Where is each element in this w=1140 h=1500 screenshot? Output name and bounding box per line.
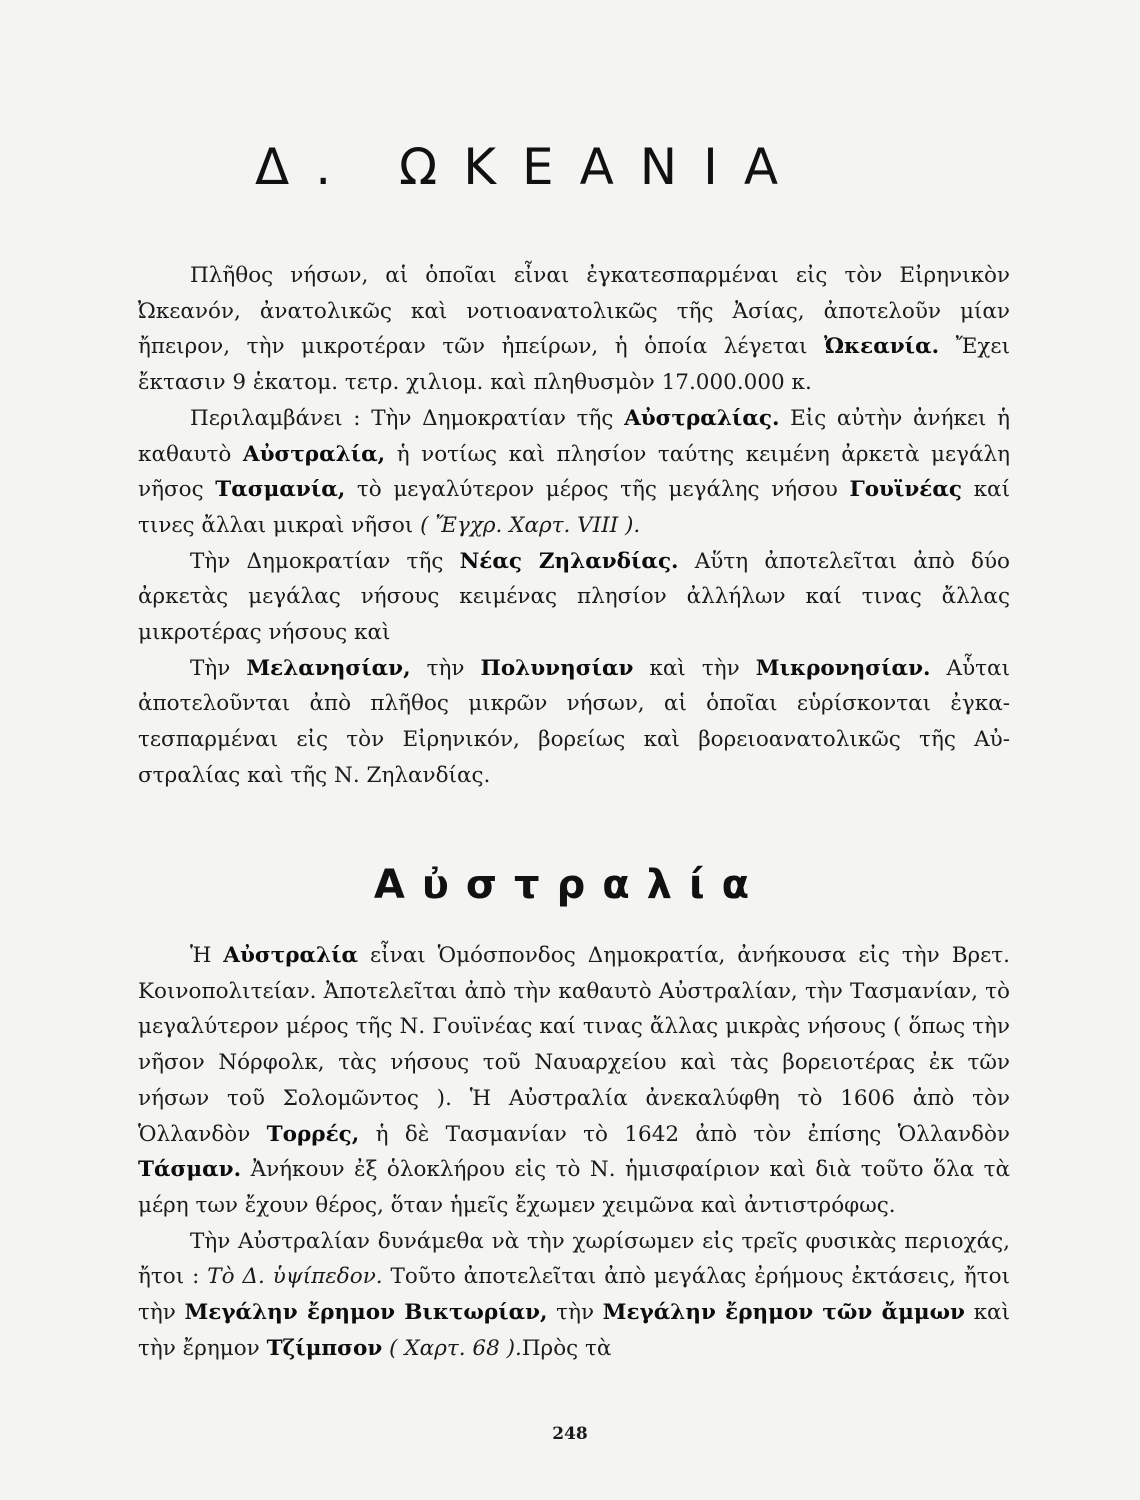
paragraph: Περιλαμβάνει : Τὴν Δημοκρατίαν τῆς Αὐστραλίας. Εἰς αὐτὴν ἀνήκει ἡ καθαυτὸ Αὐστραλία, ἡ νοτίως καὶ πλησίον ταύτης κειμένη ἀρκετὰ μεγάλη νῆσος Τασμανία, τὸ μεγαλύτερον μέρος τῆς μεγάλης νήσου Γουϊνέας καί τινες ἄλλαι μικραὶ νῆσοι ( Ἔγχρ. Χαρτ. VIII ).	[138, 405, 1010, 538]
chapter-title: Δ. ΩΚΕΑΝΙΑ	[255, 138, 805, 196]
paragraph: Τὴν Δημοκρατίαν τῆς Νέας Ζηλανδίας. Αὕτη ἀποτελεῖται ἀπὸ δύο ἀρκετὰς μεγάλας νήσους κειμένας πλησίον ἀλλήλων καί τινας ἄλλας μικροτέρας νήσους καὶ	[138, 548, 1010, 646]
intro-text	[138, 258, 1010, 794]
page-number: 248	[552, 1424, 588, 1444]
section-title: Αὐστραλία	[373, 862, 767, 908]
paragraph: Τὴν Αὐστραλίαν δυνάμεθα νὰ τὴν χωρίσωμεν εἰς τρεῖς φυσικὰς περιοχάς, ἤτοι : Τὸ Δ. ὑψίπεδον. Τοῦτο ἀποτελεῖται ἀπὸ μεγάλας ἐρήμους ἐκτάσεις, ἤτοι τὴν Μεγάλην ἔρημον Βικτωρίαν, τὴν Μεγάλην ἔρημον τῶν ἄμμων καὶ τὴν ἔρημον Τζίμπσον ( Χαρτ. 68 ).Πρὸς τὰ	[138, 1228, 1011, 1361]
paragraph: Πλῆθος νήσων, αἱ ὁποῖαι εἶναι ἐγκατεσπαρμέναι εἰς τὸν Εἰρηνικὸν Ὠκεανόν, ἀνατολικῶς καὶ νοτιοανατολικῶς τῆς Ἀσίας, ἀποτελοῦν μίαν ἤπειρον, τὴν μικροτέραν τῶν ἠπείρων, ἡ ὁποία λέγεται Ὠκεανία. Ἔχει ἔκτασιν 9 ἑκατομ. τετρ. χιλιομ. καὶ πληθυσμὸν 17.000.000 κ.	[138, 263, 1011, 396]
paragraph: Τὴν Μελανησίαν, τὴν Πολυνησίαν καὶ τὴν Μικρονησίαν. Αὗται ἀποτελοῦνται ἀπὸ πλῆθος μικρῶν νήσων, αἱ ὁποῖαι εὑρίσκονται ἐγκατεσπαρμέναι εἰς τὸν Εἰρηνικόν, βορείως καὶ βορειοανατολικῶς τῆς Αὐστραλίας καὶ τῆς Ν. Ζηλανδίας.	[138, 655, 1010, 788]
body-text	[138, 938, 1010, 1366]
paragraph: Ἡ Αὐστραλία εἶναι Ὁμόσπονδος Δημοκρατία, ἀνήκουσα εἰς τὴν Βρετ. Κοινοπολιτείαν. Ἀποτελεῖται ἀπὸ τὴν καθαυτὸ Αὐστραλίαν, τὴν Τασμανίαν, τὸ μεγαλύτερον μέρος τῆς Ν. Γουϊνέας καί τινας ἄλλας μικρὰς νήσους ( ὅπως τὴν νῆσον Νόρφολκ, τὰς νήσους τοῦ Ναυαρχείου καὶ τὰς βορειοτέρας ἐκ τῶν νήσων τοῦ Σολομῶντος ). Ἡ Αὐστραλία ἀνεκαλύφθη τὸ 1606 ἀπὸ τὸν Ὁλλανδὸν Τορρές, ἡ δὲ Τασμανίαν τὸ 1642 ἀπὸ τὸν ἐπίσης Ὁλλανδὸν Τάσμαν. Ἀνήκουν ἐξ ὁλοκλήρου εἰς τὸ Ν. ἡμισφαίριον καὶ διὰ τοῦτο ὅλα τὰ μέρη των ἔχουν θέρος, ὅταν ἡμεῖς ἔχωμεν χειμῶνα καὶ ἀντιστρόφως.	[138, 943, 1011, 1218]
